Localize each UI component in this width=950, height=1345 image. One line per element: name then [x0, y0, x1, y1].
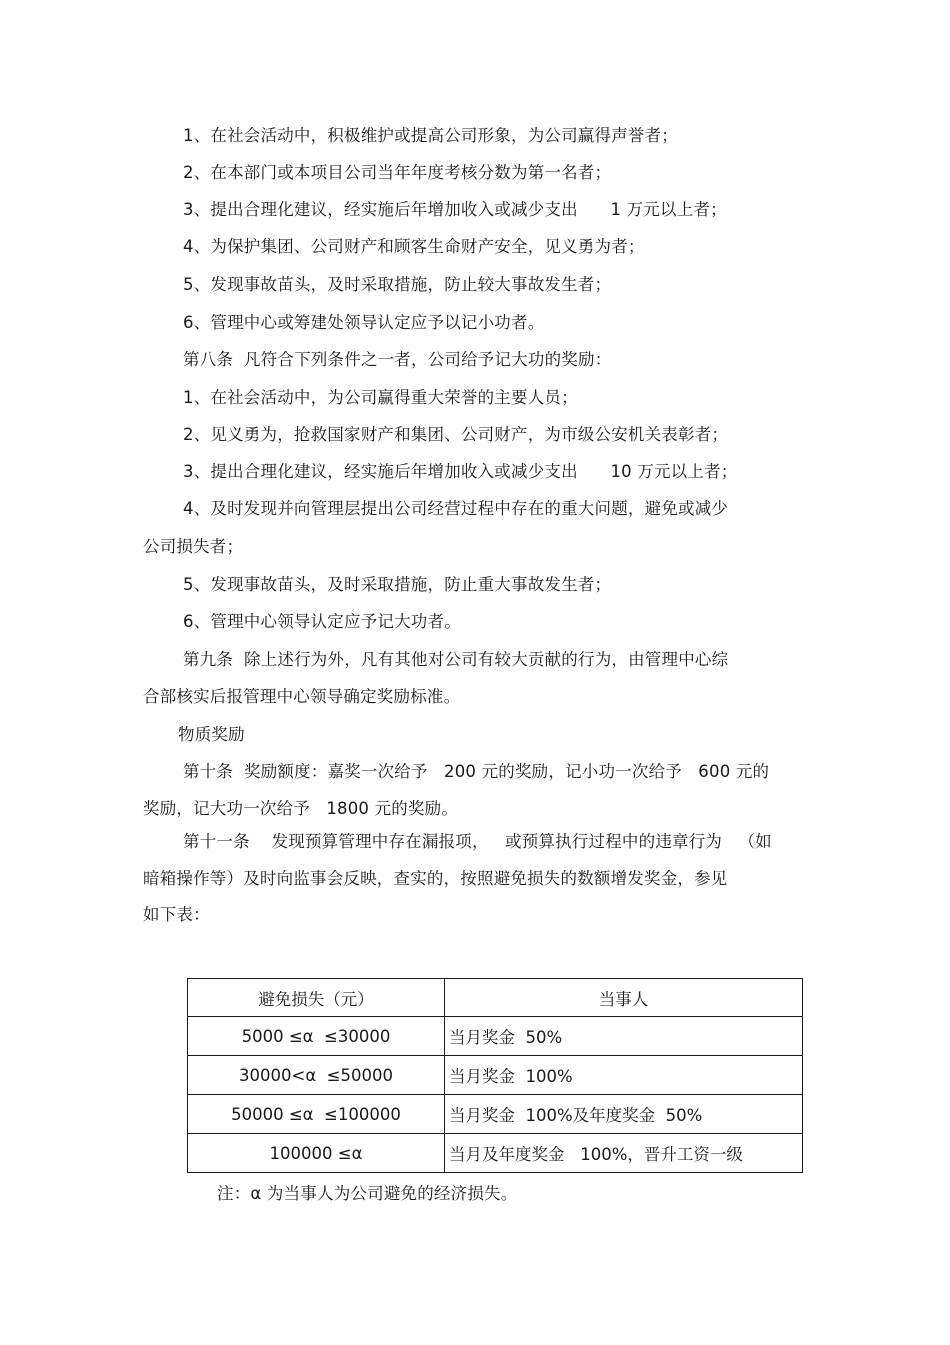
table-cell: 30000<α ≤50000 [188, 1056, 445, 1095]
table-note: 注：α 为当事人为公司避免的经济损失。 [217, 1184, 518, 1203]
text-line: 6、管理中心领导认定应予记大功者。 [183, 612, 461, 631]
section-heading: 物质奖励 [178, 725, 245, 744]
table-cell: 5000 ≤α ≤30000 [188, 1017, 445, 1056]
text-line: 2、见义勇为，抢救国家财产和集团、公司财产，为市级公安机关表彰者； [183, 425, 729, 444]
table-cell: 50000 ≤α ≤100000 [188, 1095, 445, 1134]
text-line: 6、管理中心或筹建处领导认定应予以记小功者。 [183, 313, 545, 332]
text-line: 3、提出合理化建议，经实施后年增加收入或减少支出 10 万元以上者； [183, 462, 738, 481]
text-line: 1、在社会活动中，为公司赢得重大荣誉的主要人员； [183, 388, 578, 407]
text-line: 公司损失者； [143, 537, 244, 556]
text-line: 合部核实后报管理中心领导确定奖励标准。 [143, 687, 461, 706]
article-heading: 第十条 奖励额度：嘉奖一次给予 200 元的奖励，记小功一次给予 600 元的 [183, 762, 770, 781]
table-cell: 当月奖金 100% [445, 1056, 803, 1095]
table-header-cell: 避免损失（元） [188, 979, 445, 1017]
text-line: 5、发现事故苗头，及时采取措施，防止较大事故发生者； [183, 275, 612, 294]
table-row [188, 1017, 803, 1056]
text-line: 4、及时发现并向管理层提出公司经营过程中存在的重大问题，避免或减少 [183, 499, 729, 518]
text-line: 2、在本部门或本项目公司当年年度考核分数为第一名者； [183, 163, 612, 182]
table-cell: 当月及年度奖金 100%，晋升工资一级 [445, 1134, 803, 1173]
text-line: 奖励，记大功一次给予 1800 元的奖励。 [143, 799, 459, 818]
text-line: 1、在社会活动中，积极维护或提高公司形象，为公司赢得声誉者； [183, 126, 678, 145]
text-line: 4、为保护集团、公司财产和顾客生命财产安全，见义勇为者； [183, 237, 645, 256]
text-line: 如下表： [143, 905, 210, 924]
text-line: 3、提出合理化建议，经实施后年增加收入或减少支出 1 万元以上者； [183, 200, 727, 219]
table-cell: 当月奖金 50% [445, 1017, 803, 1056]
table-cell: 100000 ≤α [188, 1134, 445, 1173]
text-line: 5、发现事故苗头，及时采取措施，防止重大事故发生者； [183, 575, 612, 594]
article-heading: 第九条 除上述行为外，凡有其他对公司有较大贡献的行为，由管理中心综 [183, 650, 729, 669]
reward-table [187, 978, 803, 1173]
article-heading: 第十一条 发现预算管理中存在漏报项， 或预算执行过程中的违章行为 （如 [183, 832, 772, 851]
table-row [188, 1095, 803, 1134]
table-row [188, 1134, 803, 1173]
text-line: 暗箱操作等）及时向监事会反映，查实的，按照避免损失的数额增发奖金，参见 [143, 869, 728, 888]
table-header-row [188, 979, 803, 1017]
article-heading: 第八条 凡符合下列条件之一者，公司给予记大功的奖励： [183, 350, 612, 369]
table-cell: 当月奖金 100%及年度奖金 50% [445, 1095, 803, 1134]
table-row [188, 1056, 803, 1095]
table-header-cell: 当事人 [445, 979, 803, 1017]
